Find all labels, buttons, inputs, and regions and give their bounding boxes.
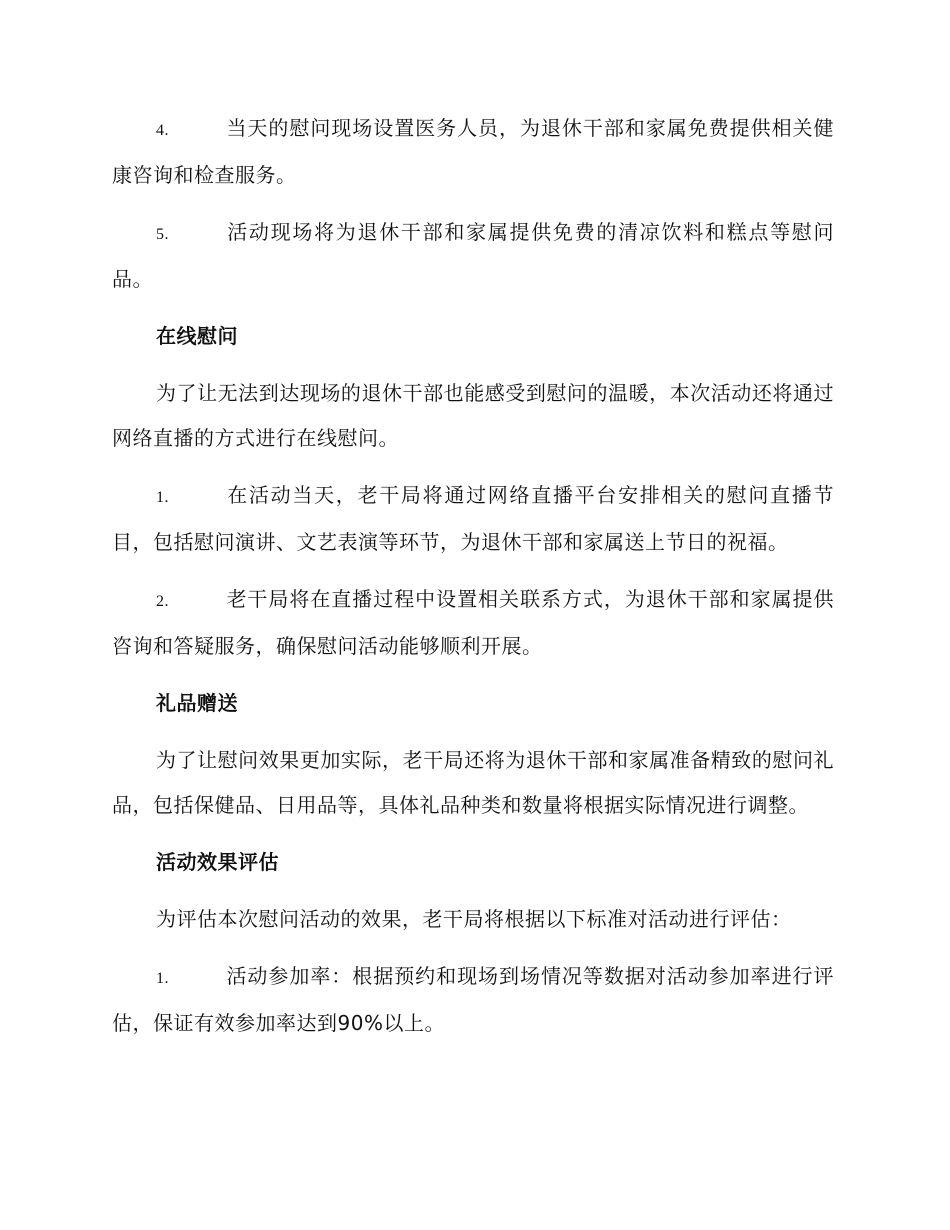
paragraph: 为评估本次慰问活动的效果，老干局将根据以下标准对活动进行评估： (156, 907, 792, 931)
list-text: 活动现场将为退休干部和家属提供免费的清凉饮料和糕点等慰问品。 (112, 220, 834, 291)
paragraph: 为了让无法到达现场的退休干部也能感受到慰问的温暖，本次活动还将通过网络直播的方式进行在线慰问。 (112, 381, 834, 450)
list-text: 活动参加率：根据预约和现场到场情况等数据对活动参加率进行评估，保证有效参加率达到90%以上。 (112, 964, 834, 1035)
section-heading: 礼品赠送 (156, 691, 238, 715)
document-page (112, 106, 834, 1058)
section-heading: 活动效果评估 (156, 850, 279, 874)
list-number: 2. (156, 593, 169, 610)
list-number: 5. (156, 226, 169, 243)
list-item (112, 577, 834, 669)
paragraph: 为了让慰问效果更加实际，老干局还将为退休干部和家属准备精致的慰问礼品，包括保健品、日用品等，具体礼品种类和数量将根据实际情况进行调整。 (112, 748, 834, 817)
list-number: 4. (156, 122, 169, 139)
list-number: 1. (156, 970, 169, 987)
list-text: 在活动当天，老干局将通过网络直播平台安排相关的慰问直播节目，包括慰问演讲、文艺表演等环节，为退休干部和家属送上节日的祝福。 (112, 483, 834, 554)
list-item (112, 473, 834, 565)
list-text: 老干局将在直播过程中设置相关联系方式，为退休干部和家属提供咨询和答疑服务，确保慰问活动能够顺利开展。 (112, 587, 834, 658)
list-item (112, 106, 834, 198)
list-item (112, 954, 834, 1046)
list-text: 当天的慰问现场设置医务人员，为退休干部和家属免费提供相关健康咨询和检查服务。 (112, 116, 834, 187)
list-number: 1. (156, 489, 169, 506)
section-heading: 在线慰问 (156, 324, 238, 348)
list-item (112, 210, 834, 302)
